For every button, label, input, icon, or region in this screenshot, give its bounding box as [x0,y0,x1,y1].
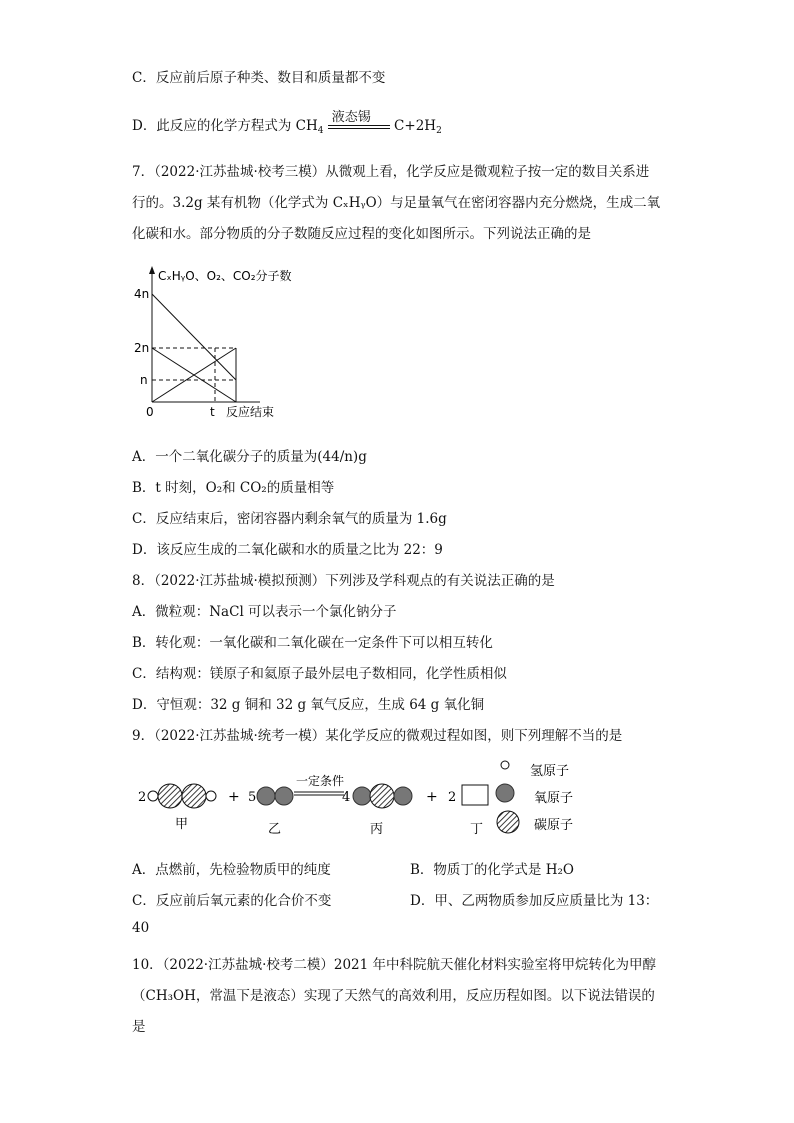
tick-4n: 4n [134,287,150,301]
bing-o-atom-2 [394,787,412,805]
coef-ding: 2 [448,790,457,805]
q7-stem-line3: 化碳和水。部分物质的分子数随反应过程的变化如图所示。下列说法正确的是 [132,226,591,242]
q7-option-a: A．一个二氧化碳分子的质量为(44/n)g [132,449,367,465]
q8-stem: 8．（2022·江苏盐城·模拟预测）下列涉及学科观点的有关说法正确的是 [132,573,555,589]
yi-o-atom-2 [275,787,293,805]
label-ding: 丁 [470,822,484,837]
q6-option-d-suffix-sub: 2 [436,126,442,136]
jia-h-atom-1 [148,791,158,801]
q9-reaction-diagram [130,755,690,841]
q7-option-d: D．该反应生成的二氧化碳和水的质量之比为 22：9 [132,542,443,558]
jia-c-atom-1 [158,784,182,808]
bing-o-atom-1 [353,787,371,805]
legend-o: 氧原子 [534,791,574,806]
chart-ylabel: CₓHᵧO、O₂、CO₂分子数 [158,269,292,283]
tick-t: t [210,405,215,419]
q9-option-d: D．甲、乙两物质参加反应质量比为 13： [410,893,659,909]
q6-option-d [132,109,442,136]
q9-option-a: A．点燃前，先检验物质甲的纯度 [132,862,331,878]
q8-option-c: C．结构观：镁原子和氦原子最外层电子数相同，化学性质相似 [132,666,507,682]
label-yi: 乙 [268,822,282,837]
q10-stem-line1: 10．（2022·江苏盐城·校考二模）2021 年中科院航天催化材料实验室将甲烷转化为甲醇 [132,957,657,973]
coef-yi: 5 [248,790,257,805]
legend-h: 氢原子 [530,764,570,779]
label-jia: 甲 [175,817,189,832]
tick-2n: 2n [134,341,150,355]
yi-o-atom-1 [257,787,275,805]
q8-option-b: B．转化观：一氧化碳和二氧化碳在一定条件下可以相互转化 [132,635,493,651]
bing-c-atom [370,784,394,808]
q7-option-c: C．反应结束后，密闭容器内剩余氧气的质量为 1.6g [132,511,447,527]
q9-option-c: C．反应前后氧元素的化合价不变 [132,893,332,909]
q9-option-b: B．物质丁的化学式是 H₂O [410,862,574,878]
q7-molecule-count-chart [128,262,328,426]
jia-c-atom-2 [182,784,206,808]
tick-n: n [140,373,148,387]
coef-jia: 2 [138,790,147,805]
legend-c: 碳原子 [534,818,574,833]
label-bing: 丙 [370,822,384,837]
q10-stem-line2: （CH₃OH，常温下是液态）实现了天然气的高效利用，反应历程如图。以下说法错误的 [132,988,655,1004]
q9-stem: 9．（2022·江苏盐城·统考一模）某化学反应的微观过程如图，则下列理解不当的是 [132,728,623,744]
legend-o-icon [496,784,514,802]
plus-1: + [228,789,240,805]
equation-condition: 液态锡 [331,109,371,125]
legend-h-icon [501,761,509,769]
coef-bing: 4 [342,790,351,805]
q7-stem-line1: 7．（2022·江苏盐城·校考三模）从微观上看，化学反应是微观粒子按一定的数目关系进 [132,164,650,180]
q7-option-b: B．t 时刻，O₂和 CO₂的质量相等 [132,480,335,496]
q8-option-d: D．守恒观：32 g 铜和 32 g 氧气反应，生成 64 g 氧化铜 [132,697,485,713]
equation-arrow [328,109,390,134]
condition-text: 一定条件 [296,774,345,788]
q10-stem-line3: 是 [132,1019,146,1035]
tick-end: 反应结束 [226,405,275,419]
q7-stem-line2: 行的。3.2g 某有机物（化学式为 CₓHᵧO）与足量氧气在密闭容器内充分燃烧，生成二氧 [132,195,661,211]
ding-unknown-box [462,785,488,805]
legend-c-icon [497,811,519,833]
plus-2: + [426,789,438,805]
q9-option-d-cont: 40 [132,920,150,936]
q6-option-d-suffix: C+2H [394,118,437,134]
series-o2 [152,294,236,380]
q8-option-a: A．微粒观：NaCl 可以表示一个氯化钠分子 [132,604,397,620]
y-axis-arrow [149,266,155,274]
q6-option-d-sub: 4 [317,126,324,136]
tick-0: 0 [146,405,154,419]
jia-h-atom-2 [206,791,216,801]
q6-option-d-prefix: D．此反应的化学方程式为 CH [132,118,318,134]
q6-option-c: C．反应前后原子种类、数目和质量都不变 [132,70,386,86]
